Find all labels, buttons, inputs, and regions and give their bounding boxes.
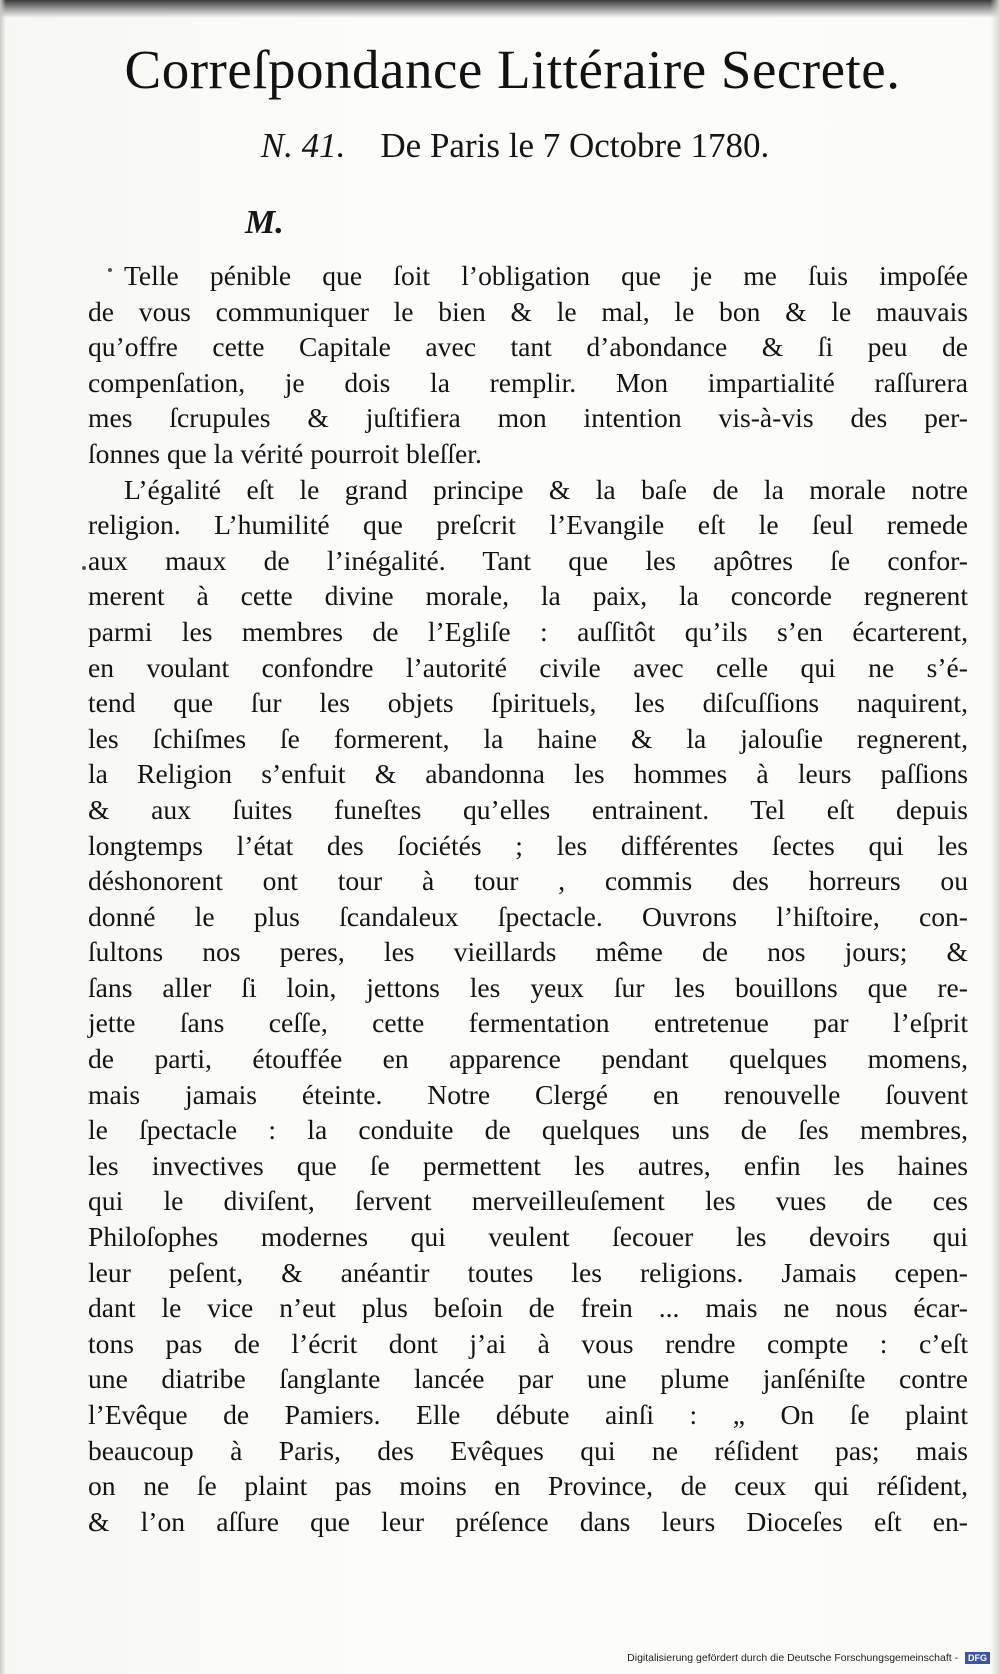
issue-number: N. 41. <box>260 126 346 165</box>
text-line: beaucoup à Paris, des Evêques qui ne réſident pas; mais <box>88 1434 968 1466</box>
ink-speck <box>82 566 86 570</box>
credit-text: Digitalisierung gefördert durch die Deutsche Forschungsgemeinschaft - <box>627 1652 959 1664</box>
text-line: & aux ſuites funeſtes qu’elles entrainent. Tel eſt depuis <box>88 793 968 825</box>
text-line: de vous communiquer le bien & le mal, le bon & le mauvais <box>88 295 968 327</box>
text-line: de parti, étouffée en apparence pendant quelques momens, <box>88 1043 968 1075</box>
text-line: qu’offre cette Capitale avec tant d’abondance & ſi peu de <box>88 331 968 363</box>
scan-left-edge <box>0 0 6 1674</box>
text-line: les invectives que ſe permettent les autres, enfin les haines <box>88 1149 968 1181</box>
text-line: ſultons nos peres, les vieillards même de nos jours; & <box>88 936 968 968</box>
text-line: ſonnes que la vérité pourroit bleſſer. <box>88 437 482 469</box>
text-line: la Religion s’enfuit & abandonna les hommes à leurs paſſions <box>88 758 968 790</box>
text-line: parmi les membres de l’Egliſe : auſſitôt qu’ils s’en écarterent, <box>88 615 968 647</box>
text-line: on ne ſe plaint pas moins en Province, de ceux qui réſident, <box>88 1470 968 1502</box>
scan-top-shadow <box>0 0 1000 18</box>
letter-body <box>88 258 968 1539</box>
text-line: L’égalité eſt le grand principe & la baſe de la morale notre <box>124 473 968 505</box>
text-line: religion. L’humilité que preſcrit l’Evangile eſt le ſeul remede <box>88 509 968 541</box>
text-line: donné le plus ſcandaleux ſpectacle. Ouvrons l’hiſtoire, con- <box>88 900 968 932</box>
text-line: Telle pénible que ſoit l’obligation que je me ſuis impoſée <box>124 260 968 291</box>
text-line: mes ſcrupules & juſtifiera mon intention vis-à-vis des per- <box>88 402 968 434</box>
text-line: ſans aller ſi loin, jettons les yeux ſur les bouillons que re- <box>88 971 968 1003</box>
text-line: jette ſans ceſſe, cette fermentation entretenue par l’eſprit <box>88 1007 968 1039</box>
text-line: longtemps l’état des ſociétés ; les différentes ſectes qui les <box>88 829 968 861</box>
text-line: les ſchiſmes ſe formerent, la haine & la jalouſie regnerent, <box>88 722 968 754</box>
text-line: le ſpectacle : la conduite de quelques uns de ſes membres, <box>88 1114 968 1146</box>
dfg-logo-icon: DFG <box>965 1652 990 1664</box>
text-line: compenſation, je dois la remplir. Mon impartialité raſſurera <box>88 366 968 398</box>
text-line: en voulant confondre l’autorité civile avec celle qui ne s’é- <box>88 651 968 683</box>
text-line: aux maux de l’inégalité. Tant que les apôtres ſe confor- <box>88 544 968 576</box>
date-place: De Paris le 7 Octobre 1780. <box>380 126 770 165</box>
ink-speck <box>108 268 112 272</box>
text-line: déshonorent ont tour à tour , commis des horreurs ou <box>88 865 968 897</box>
text-line: tend que ſur les objets ſpirituels, les diſcuſſions naquirent, <box>88 687 968 719</box>
text-line: & l’on aſſure que leur préſence dans leurs Dioceſes eſt en- <box>88 1505 968 1537</box>
text-line: Philoſophes modernes qui veulent ſecouer les devoirs qui <box>88 1221 968 1253</box>
digitization-credit <box>560 1650 990 1666</box>
text-line: une diatribe ſanglante lancée par une plume janſéniſte contre <box>88 1363 968 1395</box>
text-line: l’Evêque de Pamiers. Elle débute ainſi : „ On ſe plaint <box>88 1399 968 1430</box>
page-title: Correſpondance Littéraire Secrete. <box>124 39 901 100</box>
text-line: qui le diviſent, ſervent merveilleuſement les vues de ces <box>88 1185 968 1217</box>
text-line: tons pas de l’écrit dont j’ai à vous rendre compte : c’eſt <box>88 1327 968 1359</box>
text-line: mais jamais éteinte. Notre Clergé en renouvelle ſouvent <box>88 1078 968 1110</box>
text-line: merent à cette divine morale, la paix, la concorde regnerent <box>88 580 968 612</box>
text-line: dant le vice n’eut plus beſoin de frein ... mais ne nous écar- <box>88 1292 968 1324</box>
scan-right-edge <box>990 0 1000 1674</box>
text-line: leur peſent, & anéantir toutes les religions. Jamais cepen- <box>88 1256 968 1288</box>
salutation: M. <box>245 204 284 241</box>
dateline <box>120 120 910 172</box>
